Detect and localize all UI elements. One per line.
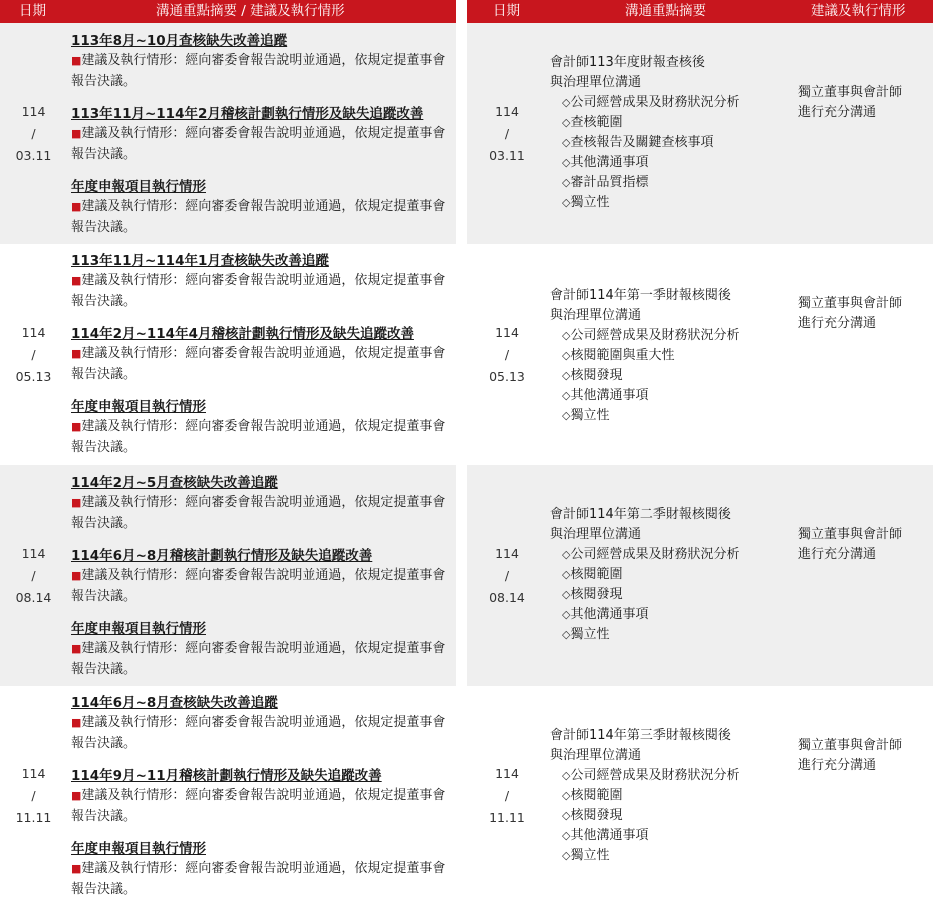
- diamond-icon: ◇: [562, 568, 571, 581]
- audit-item-desc: [71, 344, 446, 385]
- summary-sub-text: 其他溝通事項: [570, 155, 649, 170]
- date-md: 08.14: [489, 589, 525, 605]
- summary-sub-item: [562, 826, 780, 846]
- summary-sub-text: 獨立性: [570, 627, 610, 642]
- summary-lead-line: 與治理單位溝通: [550, 308, 642, 323]
- summary-sub-item: [562, 545, 780, 565]
- audit-item: [71, 31, 446, 92]
- audit-item: [71, 473, 446, 534]
- audit-item-desc-text: 建議及執行情形：經向審委會報告說明並通過，依規定提董事會報告決議。: [71, 199, 446, 235]
- red-square-icon: ■: [71, 200, 82, 213]
- summary-sub-item: [562, 326, 780, 346]
- audit-item-title: 年度申報項目執行情形: [71, 399, 206, 415]
- audit-item: [71, 766, 446, 827]
- table-row: [467, 686, 933, 906]
- red-square-icon: ■: [71, 347, 82, 360]
- summary-sub-item: [562, 786, 780, 806]
- diamond-icon: ◇: [562, 409, 571, 422]
- table-row: [0, 244, 456, 465]
- audit-item-desc: [71, 786, 446, 827]
- summary-sub-item: [562, 806, 780, 826]
- date-sep: /: [504, 567, 510, 583]
- diamond-icon: ◇: [562, 116, 571, 129]
- summary-sub-item: [562, 366, 780, 386]
- date-cell: [0, 101, 67, 167]
- summary-sub-item: [562, 585, 780, 605]
- date-cell: [467, 763, 547, 829]
- summary-lead-line: 會計師114年第三季財報核閱後: [550, 728, 731, 743]
- diamond-icon: ◇: [562, 829, 571, 842]
- summary-lead-line: 與治理單位溝通: [550, 527, 642, 542]
- audit-item-desc-text: 建議及執行情形：經向審委會報告說明並通過，依規定提董事會報告決議。: [71, 861, 446, 897]
- date-cell: [0, 763, 67, 829]
- audit-item-title: 114年2月~114年4月稽核計劃執行情形及缺失追蹤改善: [71, 326, 414, 342]
- diamond-icon: ◇: [562, 156, 571, 169]
- audit-item-title: 114年6月~8月查核缺失改善追蹤: [71, 695, 278, 711]
- summary-sub-list: [550, 326, 780, 426]
- date-year: 114: [21, 545, 46, 561]
- summary-sub-item: [562, 565, 780, 585]
- audit-item-desc-text: 建議及執行情形：經向審委會報告說明並通過，依規定提董事會報告決議。: [71, 346, 446, 382]
- summary-sub-text: 其他溝通事項: [570, 828, 649, 843]
- audit-item-title: 114年9月~11月稽核計劃執行情形及缺失追蹤改善: [71, 768, 382, 784]
- summary-lead-line: 會計師114年第一季財報核閱後: [550, 288, 731, 303]
- summary-sub-item: [562, 386, 780, 406]
- audit-item-title: 113年11月~114年2月稽核計劃執行情形及缺失追蹤改善: [71, 106, 424, 122]
- table-row: [467, 465, 933, 686]
- summary-sub-list: [550, 766, 780, 866]
- diamond-icon: ◇: [562, 136, 571, 149]
- red-square-icon: ■: [71, 642, 82, 655]
- date-md: 05.13: [489, 368, 525, 384]
- audit-item-desc: [71, 417, 446, 458]
- right-header-date: 日期: [493, 3, 520, 19]
- summary-sub-text: 公司經營成果及財務狀況分析: [570, 328, 740, 343]
- audit-item: [71, 619, 446, 680]
- right-header-exec: 建議及執行情形: [811, 3, 906, 19]
- audit-item: [71, 839, 446, 900]
- diamond-icon: ◇: [562, 769, 571, 782]
- date-year: 114: [495, 766, 519, 781]
- execution-status-line: 進行充分溝通: [798, 105, 877, 120]
- audit-item-desc-text: 建議及執行情形：經向審委會報告說明並通過，依規定提董事會報告決議。: [71, 419, 446, 455]
- summary-sub-item: [562, 846, 780, 866]
- summary-sub-text: 核閱發現: [570, 587, 623, 602]
- date-cell: [0, 322, 67, 388]
- table-row: [0, 465, 456, 686]
- summary-sub-text: 查核範圍: [570, 115, 623, 130]
- audit-item-desc-text: 建議及執行情形：經向審委會報告說明並通過，依規定提董事會報告決議。: [71, 641, 446, 677]
- summary-sub-text: 核閱發現: [570, 808, 623, 823]
- audit-item-title: 年度申報項目執行情形: [71, 841, 206, 857]
- summary-sub-text: 核閱範圍: [570, 567, 623, 582]
- diamond-icon: ◇: [562, 849, 571, 862]
- execution-status-line: 進行充分溝通: [798, 547, 877, 562]
- right-table-header: [467, 0, 933, 23]
- red-square-icon: ■: [71, 862, 82, 875]
- date-cell: [0, 543, 67, 609]
- diamond-icon: ◇: [562, 349, 571, 362]
- summary-sub-list: [550, 545, 780, 645]
- execution-status-line: 獨立董事與會計師: [798, 738, 903, 753]
- audit-item-desc: [71, 197, 446, 238]
- summary-sub-text: 其他溝通事項: [570, 388, 649, 403]
- left-header-date: 日期: [19, 3, 46, 19]
- diamond-icon: ◇: [562, 176, 571, 189]
- summary-lead-line: 會計師113年度財報查核後: [550, 55, 705, 70]
- audit-item-desc-text: 建議及執行情形：經向審委會報告說明並通過，依規定提董事會報告決議。: [71, 53, 446, 89]
- left-table-header: [0, 0, 456, 23]
- summary-sub-text: 審計品質指標: [570, 175, 649, 190]
- summary-sub-text: 公司經營成果及財務狀況分析: [570, 95, 740, 110]
- communication-summary: [550, 53, 780, 213]
- date-md: 08.14: [15, 589, 52, 605]
- audit-item-desc: [71, 124, 446, 165]
- date-sep: /: [31, 567, 36, 583]
- audit-item-desc: [71, 713, 446, 754]
- summary-sub-item: [562, 133, 780, 153]
- diamond-icon: ◇: [562, 588, 571, 601]
- summary-sub-text: 核閱發現: [570, 368, 623, 383]
- audit-item: [71, 693, 446, 754]
- summary-sub-item: [562, 766, 780, 786]
- audit-item-desc-text: 建議及執行情形：經向審委會報告說明並通過，依規定提董事會報告決議。: [71, 568, 446, 604]
- audit-item: [71, 177, 446, 238]
- execution-status: [798, 525, 930, 565]
- date-md: 11.11: [489, 810, 525, 825]
- summary-lead-line: 會計師114年第二季財報核閱後: [550, 507, 731, 522]
- summary-sub-text: 獨立性: [570, 848, 610, 863]
- date-md: 03.11: [15, 147, 52, 163]
- date-md: 05.13: [15, 368, 52, 384]
- summary-sub-item: [562, 153, 780, 173]
- date-sep: /: [504, 346, 510, 362]
- audit-item-desc-text: 建議及執行情形：經向審委會報告說明並通過，依規定提董事會報告決議。: [71, 495, 446, 531]
- diamond-icon: ◇: [562, 809, 571, 822]
- communication-summary: [550, 505, 780, 645]
- date-year: 114: [495, 324, 519, 340]
- diamond-icon: ◇: [562, 389, 571, 402]
- audit-item-desc: [71, 493, 446, 534]
- audit-items: [71, 251, 446, 470]
- audit-item-desc-text: 建議及執行情形：經向審委會報告說明並通過，依規定提董事會報告決議。: [71, 788, 446, 824]
- red-square-icon: ■: [71, 496, 82, 509]
- summary-sub-item: [562, 173, 780, 193]
- summary-sub-item: [562, 406, 780, 426]
- execution-status: [798, 294, 930, 334]
- left-header-summary: 溝通重點摘要 / 建議及執行情形: [156, 3, 345, 19]
- date-sep: /: [31, 346, 36, 362]
- date-sep: /: [31, 788, 36, 803]
- date-cell: [467, 543, 547, 609]
- audit-item-title: 113年8月~10月查核缺失改善追蹤: [71, 33, 288, 49]
- summary-sub-text: 其他溝通事項: [570, 607, 649, 622]
- summary-sub-item: [562, 93, 780, 113]
- red-square-icon: ■: [71, 789, 82, 802]
- summary-sub-text: 獨立性: [570, 195, 610, 210]
- audit-item-title: 114年2月~5月查核缺失改善追蹤: [71, 475, 278, 491]
- red-square-icon: ■: [71, 127, 82, 140]
- diamond-icon: ◇: [562, 548, 571, 561]
- audit-items: [71, 473, 446, 692]
- summary-sub-text: 公司經營成果及財務狀況分析: [570, 547, 740, 562]
- summary-sub-list: [550, 93, 780, 213]
- execution-status: [798, 736, 930, 776]
- audit-item: [71, 251, 446, 312]
- audit-item: [71, 397, 446, 458]
- date-sep: /: [31, 125, 36, 141]
- audit-item-desc: [71, 51, 446, 92]
- red-square-icon: ■: [71, 54, 82, 67]
- execution-status-line: 獨立董事與會計師: [798, 296, 903, 311]
- audit-item: [71, 546, 446, 607]
- audit-item: [71, 104, 446, 165]
- date-year: 114: [21, 324, 46, 340]
- audit-item-desc-text: 建議及執行情形：經向審委會報告說明並通過，依規定提董事會報告決議。: [71, 126, 446, 162]
- audit-item: [71, 324, 446, 385]
- diamond-icon: ◇: [562, 196, 571, 209]
- communication-summary: [550, 286, 780, 426]
- diamond-icon: ◇: [562, 628, 571, 641]
- internal-audit-communication-table: [0, 0, 456, 906]
- summary-sub-text: 查核報告及關鍵查核事項: [570, 135, 714, 150]
- summary-lead-line: 與治理單位溝通: [550, 748, 642, 763]
- execution-status-line: 進行充分溝通: [798, 758, 877, 773]
- audit-item-title: 113年11月~114年1月查核缺失改善追蹤: [71, 253, 329, 269]
- audit-item-desc: [71, 859, 446, 900]
- summary-sub-item: [562, 346, 780, 366]
- communication-summary: [550, 726, 780, 866]
- right-header-summary: 溝通重點摘要: [625, 3, 706, 19]
- summary-sub-text: 獨立性: [570, 408, 610, 423]
- red-square-icon: ■: [71, 716, 82, 729]
- execution-status-line: 獨立董事與會計師: [798, 527, 903, 542]
- summary-sub-text: 核閱範圍: [570, 788, 623, 803]
- date-md: 11.11: [15, 810, 52, 825]
- audit-item-desc: [71, 639, 446, 680]
- summary-sub-item: [562, 113, 780, 133]
- summary-lead-line: 與治理單位溝通: [550, 75, 642, 90]
- summary-sub-item: [562, 605, 780, 625]
- date-sep: /: [504, 125, 510, 141]
- summary-sub-text: 核閱範圍與重大性: [570, 348, 675, 363]
- execution-status-line: 獨立董事與會計師: [798, 85, 903, 100]
- summary-sub-text: 公司經營成果及財務狀況分析: [570, 768, 740, 783]
- date-year: 114: [21, 766, 46, 781]
- execution-status: [798, 83, 930, 123]
- red-square-icon: ■: [71, 420, 82, 433]
- audit-items: [71, 31, 446, 250]
- diamond-icon: ◇: [562, 96, 571, 109]
- cpa-communication-table: [467, 0, 933, 906]
- date-year: 114: [21, 103, 46, 119]
- date-cell: [467, 101, 547, 167]
- date-year: 114: [495, 103, 519, 119]
- audit-item-title: 114年6月~8月稽核計劃執行情形及缺失追蹤改善: [71, 548, 373, 564]
- execution-status-line: 進行充分溝通: [798, 316, 877, 331]
- date-year: 114: [495, 545, 519, 561]
- audit-item-desc: [71, 271, 446, 312]
- audit-item-desc-text: 建議及執行情形：經向審委會報告說明並通過，依規定提董事會報告決議。: [71, 715, 446, 751]
- diamond-icon: ◇: [562, 329, 571, 342]
- diamond-icon: ◇: [562, 608, 571, 621]
- summary-sub-item: [562, 193, 780, 213]
- table-row: [467, 244, 933, 465]
- red-square-icon: ■: [71, 274, 82, 287]
- table-row: [0, 23, 456, 244]
- date-cell: [467, 322, 547, 388]
- audit-item-desc: [71, 566, 446, 607]
- diamond-icon: ◇: [562, 369, 571, 382]
- table-row: [467, 23, 933, 244]
- date-md: 03.11: [489, 147, 525, 163]
- audit-item-title: 年度申報項目執行情形: [71, 179, 206, 195]
- date-sep: /: [504, 788, 510, 803]
- red-square-icon: ■: [71, 569, 82, 582]
- audit-item-desc-text: 建議及執行情形：經向審委會報告說明並通過，依規定提董事會報告決議。: [71, 273, 446, 309]
- summary-sub-item: [562, 625, 780, 645]
- table-row: [0, 686, 456, 906]
- audit-item-title: 年度申報項目執行情形: [71, 621, 206, 637]
- diamond-icon: ◇: [562, 789, 571, 802]
- audit-items: [71, 693, 446, 912]
